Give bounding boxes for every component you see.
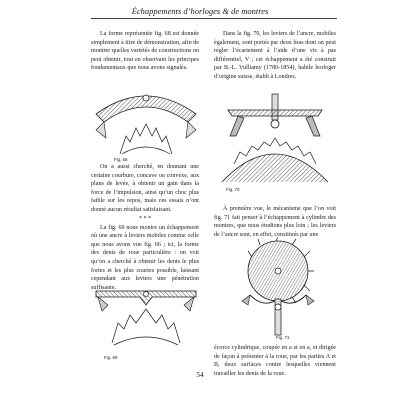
right-paragraph-2	[214, 205, 336, 239]
page-number: 54	[196, 370, 204, 379]
section-stars-1: * * *	[139, 215, 151, 222]
figure-71-caption: Fig. 71	[276, 335, 290, 340]
figure-68	[92, 84, 200, 156]
header-rule	[91, 18, 337, 19]
left-paragraph-1	[91, 30, 199, 73]
running-title: Échappements d’horloges & de montres	[131, 6, 269, 16]
left-paragraph-2	[91, 163, 199, 292]
figure-70-drawing	[214, 92, 336, 182]
figure-71-drawing	[220, 237, 330, 341]
right-text-2: À première vue, le mécanisme que l’on voit fig. 71 fait penser à l’échappement à cylindre des montres, que nous étudions plus loin ; les leviers de l’ancre sont, en effet, constitués par une	[214, 206, 336, 238]
left-text-2: On a aussi cherché, en donnant une certaine courbure, concave ou convexe, aux plans de levée, à obtenir un gain dans la force de l’impulsion, ainsi qu’un choc plus faible sur les repos, mais ces essais n’ont donné aucun résultat satisfaisant.	[91, 164, 199, 213]
right-paragraph-1	[214, 30, 336, 82]
figure-69	[92, 283, 200, 349]
figure-69-drawing	[92, 283, 200, 349]
figure-68-caption: Fig. 68	[114, 157, 128, 162]
left-text-3: La fig. 69 nous montre un échappement où une ancre à leviers mobiles comme celle que nous avons vue fig. 66 ; ici, la forme des dents de roue particulière : on voit qu’on a cherché à obtenir les dents le plus fortes et les plus courtes possible, laissant cependant aux leviers une pénétration suffisante.	[91, 224, 199, 291]
figure-71	[220, 237, 330, 341]
figure-70-caption: Fig. 70	[226, 187, 240, 192]
right-text-3: écorce cylindrique, coupée en a et en a, et dirigée de façon à présenter à la roue, par les parties A et B, deux surfaces contre lesquelles viennent travailler les dents de la roue.	[214, 345, 336, 377]
figure-70	[214, 92, 336, 182]
left-text-1: La forme représentée fig. 68 est donnée simplement à titre de démonstration, afin de montrer quelles variétés de constructions on peut obtenir, tout en observant les principes fondamentaux que nous avons signalés.	[91, 31, 199, 72]
figure-69-caption: Fig. 69	[104, 355, 118, 360]
right-text-1: Dans la fig. 70, les leviers de l’ancre, mobiles également, sont portés par deux bras dont on peut régler l’écartement à l’aide d’une vis à pas différentiel, V ; cet échappement a été construit par B.-L. Vulliamy (1780-1854), habile horloger d’origine suisse, établi à Londres.	[214, 31, 336, 80]
figure-68-drawing	[92, 84, 200, 156]
